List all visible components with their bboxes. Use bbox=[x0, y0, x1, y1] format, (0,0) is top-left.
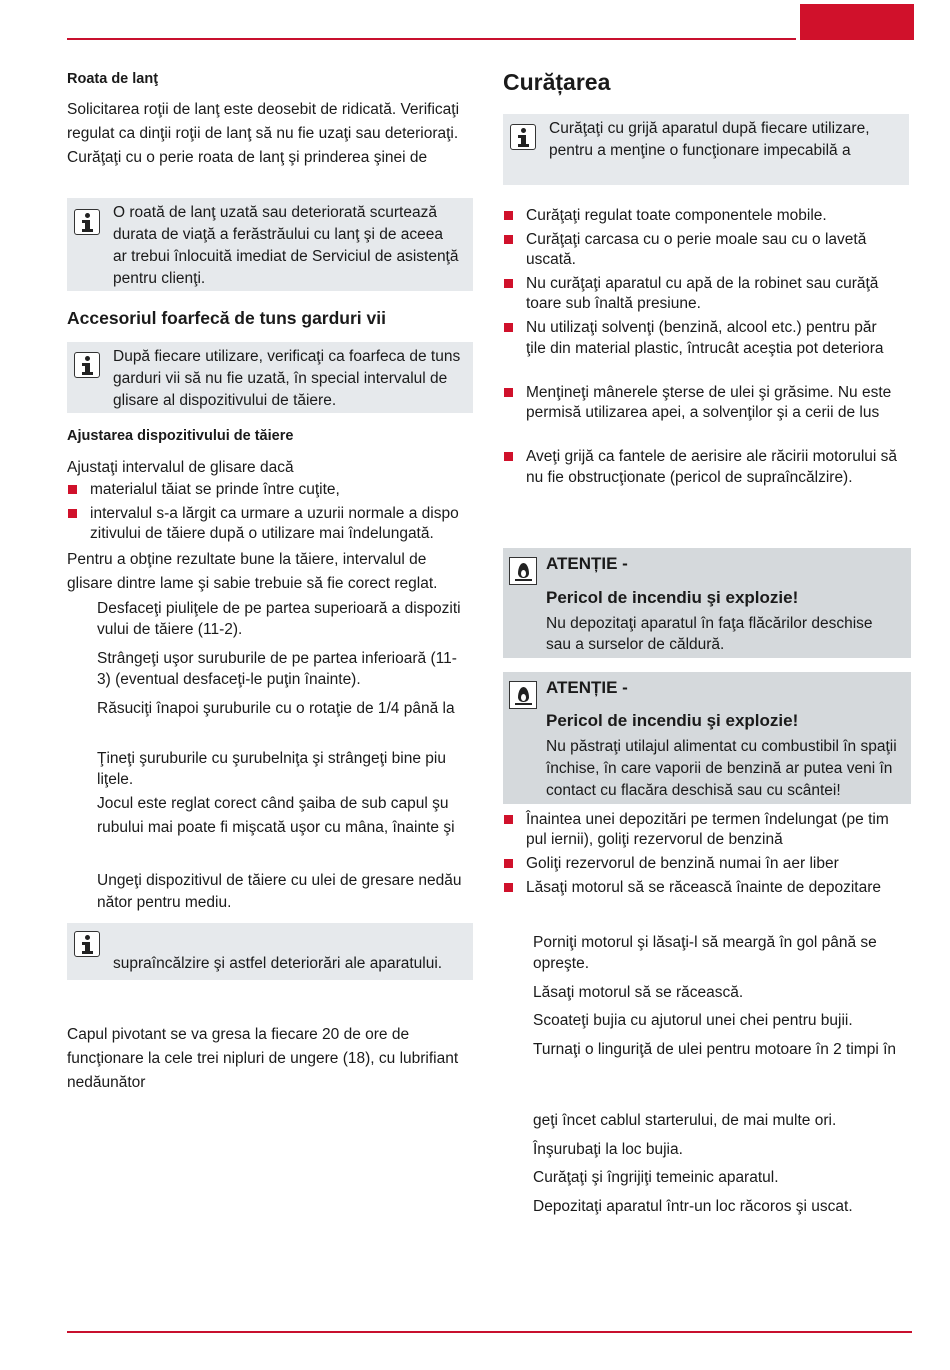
hedge-title: Accesoriul foarfecă de tuns garduri vii bbox=[67, 308, 386, 328]
step-2a: Strângeţi uşor suruburile de pe partea inferioară (11- bbox=[97, 650, 457, 667]
step-2b: 3) (eventual desfaceţi-le puţin înainte). bbox=[97, 671, 361, 688]
bullet-marker bbox=[68, 485, 77, 494]
step-5b: rubului mai poate fi mişcată uşor cu mâna, înainte şi bbox=[97, 819, 455, 836]
storage-step-1a: Porniţi motorul şi lăsaţi-l să meargă în gol până se bbox=[533, 934, 877, 951]
storage-step-5: geţi încet cablul starterului, de mai multe ori. bbox=[533, 1112, 837, 1129]
hedge-note-1: După fiecare utilizare, verificaţi ca foarfeca de tuns bbox=[113, 348, 461, 365]
overheat-note: supraîncălzire şi astfel deteriorări ale aparatului. bbox=[113, 955, 443, 972]
pivot-line-2: funcţionare la cele trei nipluri de ungere (18), cu lubrifiant bbox=[67, 1050, 459, 1067]
chain-note-1: O roată de lanţ uzată sau deteriorată scurtează bbox=[113, 204, 437, 221]
warning-line-2: sau a surselor de căldură. bbox=[546, 636, 725, 653]
warning-title: ATENȚIE - bbox=[546, 678, 628, 697]
clean-bullet-4a: Nu utilizaţi solvenţi (benzină, alcool etc.) pentru păr bbox=[526, 319, 877, 336]
step-3: Răsuciţi înapoi şuruburile cu o rotaţie de 1/4 până la bbox=[97, 700, 455, 717]
step-6a: Ungeţi dispozitivul de tăiere cu ulei de gresare nedău bbox=[97, 872, 462, 889]
adjust-para-1: Pentru a obţine rezultate bune la tăiere, intervalul de bbox=[67, 551, 427, 568]
adjust-bullet-1: materialul tăiat se prinde între cuţite, bbox=[90, 481, 340, 498]
bullet-marker bbox=[504, 388, 513, 397]
step-1a: Desfaceţi piuliţele de pe partea superioară a dispoziti bbox=[97, 600, 461, 617]
storage-step-3: Scoateţi bujia cu ajutorul unei chei pentru bujii. bbox=[533, 1012, 853, 1029]
warning-line-2: închise, în care vaporii de benzină ar putea veni în bbox=[546, 760, 893, 777]
hedge-info-box bbox=[67, 342, 473, 413]
clean-bullet-5a: Menţineţi mânerele şterse de ulei şi grăsime. Nu este bbox=[526, 384, 892, 401]
step-4b: liţele. bbox=[97, 771, 134, 788]
hedge-note-2: garduri vii să nu fie uzată, în special intervalul de bbox=[113, 370, 448, 387]
step-4a: Ţineţi şuruburile cu şurubelniţa şi strângeţi bine piu bbox=[97, 750, 446, 767]
overheat-info-box bbox=[67, 923, 473, 980]
storage-step-8: Depozitaţi aparatul într-un loc răcoros şi uscat. bbox=[533, 1198, 853, 1215]
clean-info-box bbox=[503, 114, 909, 185]
pivot-line-1: Capul pivotant se va gresa la fiecare 20 de ore de bbox=[67, 1026, 410, 1043]
bullet-marker bbox=[504, 211, 513, 220]
clean-bullet-2a: Curăţaţi carcasa cu o perie moale sau cu o lavetă bbox=[526, 231, 867, 248]
chain-note-2: durata de viaţă a ferăstrăului cu lanţ şi de aceea bbox=[113, 226, 444, 243]
storage-step-2: Lăsaţi motorul să se răcească. bbox=[533, 984, 744, 1001]
step-6b: nător pentru mediu. bbox=[97, 894, 232, 911]
info-icon bbox=[74, 931, 100, 957]
clean-note-1: Curăţaţi cu grijă aparatul după fiecare utilizare, bbox=[549, 120, 870, 137]
clean-bullet-6a: Aveţi grijă ca fantele de aerisire ale răcirii motorului să bbox=[526, 448, 898, 465]
chain-info-box bbox=[67, 198, 473, 291]
chain-title: Roata de lanţ bbox=[67, 71, 159, 87]
info-icon bbox=[510, 124, 536, 150]
header-rule bbox=[67, 38, 796, 40]
clean-bullet-3a: Nu curăţaţi aparatul cu apă de la robinet sau curăţă bbox=[526, 275, 879, 292]
clean-bullet-6b: nu fie obstrucţionate (pericol de supraîncălzire). bbox=[526, 469, 853, 486]
step-1b: vului de tăiere (11-2). bbox=[97, 621, 243, 638]
clean-bullet-4b: ţile din material plastic, întrucât aceştia pot deteriora bbox=[526, 340, 884, 357]
adjust-bullet-2a: intervalul s-a lărgit ca urmare a uzurii normale a dispo bbox=[90, 505, 459, 522]
adjust-para-2: glisare dintre lame şi sabie trebuie să fie corect reglat. bbox=[67, 575, 438, 592]
chain-line-1: Solicitarea roţii de lanţ este deosebit de ridicată. Verificaţi bbox=[67, 101, 460, 118]
storage-step-1b: opreşte. bbox=[533, 955, 590, 972]
storage-bullet-1b: pul iernii), goliţi rezervorul de benzină bbox=[526, 831, 783, 848]
warning-line-1: Nu depozitaţi aparatul în faţa flăcărilor deschise bbox=[546, 615, 873, 632]
clean-bullet-3b: toare sub înaltă presiune. bbox=[526, 295, 701, 312]
adjust-title: Ajustarea dispozitivului de tăiere bbox=[67, 428, 294, 444]
storage-step-4: Turnaţi o linguriţă de ulei pentru motoare în 2 timpi în bbox=[533, 1041, 897, 1058]
info-icon bbox=[74, 352, 100, 378]
hedge-note-3: glisare al dispozitivului de tăiere. bbox=[113, 392, 337, 409]
warning-subtitle: Pericol de incendiu şi explozie! bbox=[546, 711, 799, 730]
chain-line-3: Curăţaţi cu o perie roata de lanţ şi prinderea şinei de bbox=[67, 149, 428, 166]
fire-warning-box-1 bbox=[503, 548, 911, 658]
storage-step-7: Curăţaţi şi îngrijiţi temeinic aparatul. bbox=[533, 1169, 779, 1186]
bullet-marker bbox=[504, 452, 513, 461]
clean-bullet-1: Curăţaţi regulat toate componentele mobile. bbox=[526, 207, 827, 224]
bullet-marker bbox=[504, 859, 513, 868]
info-icon bbox=[74, 209, 100, 235]
storage-bullet-2: Goliţi rezervorul de benzină numai în aer liber bbox=[526, 855, 839, 872]
adjust-intro: Ajustaţi intervalul de glisare dacă bbox=[67, 459, 294, 476]
chain-note-3: ar trebui înlocuită imediat de Serviciul de asistenţă bbox=[113, 248, 459, 265]
storage-bullet-1a: Înaintea unei depozitări pe termen îndelungat (pe tim bbox=[526, 811, 889, 828]
adjust-bullet-2b: zitivului de tăiere după o utilizare mai îndelungată. bbox=[90, 525, 434, 542]
fire-warning-box-2 bbox=[503, 672, 911, 804]
bullet-marker bbox=[504, 235, 513, 244]
warning-line-3: contact cu flacăra deschisă sau cu scântei! bbox=[546, 782, 841, 799]
pivot-line-3: nedăunător bbox=[67, 1074, 146, 1091]
bullet-marker bbox=[68, 509, 77, 518]
warning-title: ATENȚIE - bbox=[546, 554, 628, 573]
bullet-marker bbox=[504, 279, 513, 288]
step-5a: Jocul este reglat corect când şaiba de sub capul şu bbox=[97, 795, 449, 812]
fire-hazard-icon bbox=[509, 681, 537, 709]
chain-note-4: pentru clienţi. bbox=[113, 270, 206, 287]
storage-bullet-3: Lăsaţi motorul să se răcească înainte de depozitare bbox=[526, 879, 881, 896]
clean-note-2: pentru a menţine o funcţionare impecabilă a bbox=[549, 142, 851, 159]
clean-bullet-2b: uscată. bbox=[526, 251, 576, 268]
fire-hazard-icon bbox=[509, 557, 537, 585]
storage-step-6: Înşurubaţi la loc bujia. bbox=[533, 1141, 683, 1158]
warning-subtitle: Pericol de incendiu şi explozie! bbox=[546, 588, 799, 607]
bullet-marker bbox=[504, 815, 513, 824]
bullet-marker bbox=[504, 323, 513, 332]
clean-bullet-5b: permisă utilizarea apei, a solvenţilor şi a cerii de lus bbox=[526, 404, 880, 421]
footer-rule bbox=[67, 1331, 912, 1333]
chain-line-2: regulat ca dinţii roţii de lanţ să nu fie uzaţi sau deterioraţi. bbox=[67, 125, 459, 142]
warning-line-1: Nu păstraţi utilajul alimentat cu combustibil în spaţii bbox=[546, 738, 897, 755]
clean-title: Curățarea bbox=[503, 69, 611, 95]
header-tab-block bbox=[800, 4, 914, 40]
bullet-marker bbox=[504, 883, 513, 892]
